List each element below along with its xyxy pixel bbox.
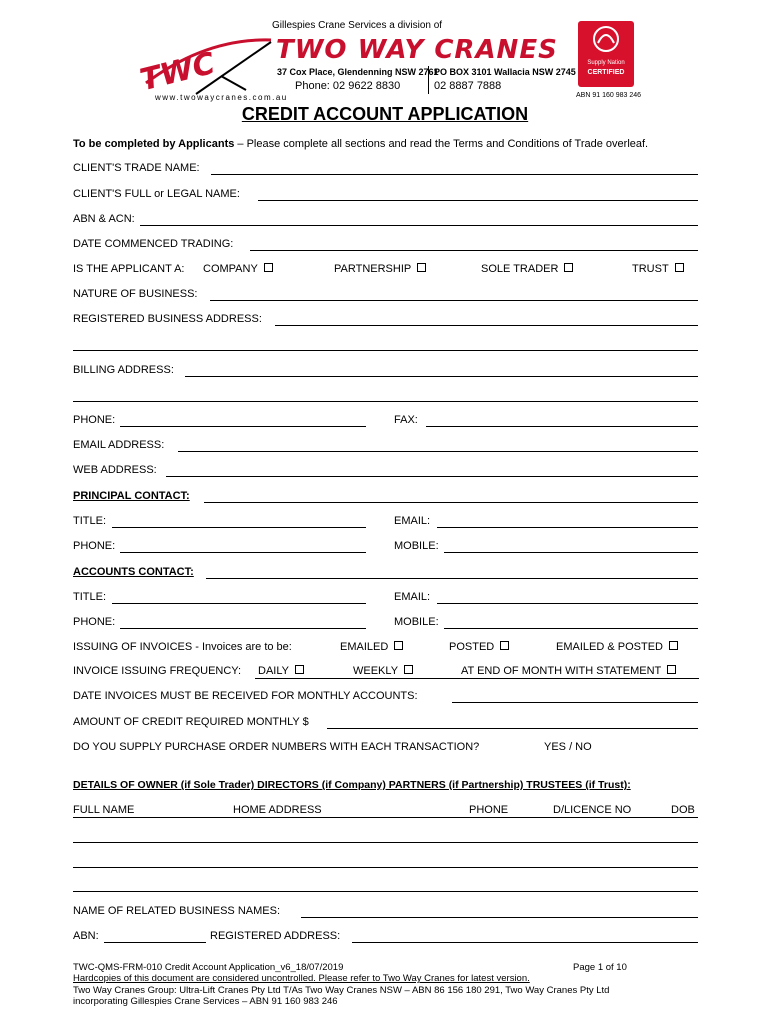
legal-name-label: CLIENT'S FULL or LEGAL NAME:	[73, 188, 240, 200]
related-reg-address-field[interactable]	[352, 942, 698, 943]
accounts-phone-label: PHONE:	[73, 616, 116, 628]
col-home-address: HOME ADDRESS	[233, 804, 322, 816]
billing-label: BILLING ADDRESS:	[73, 364, 174, 376]
company-checkbox[interactable]	[264, 263, 273, 272]
daily-checkbox[interactable]	[295, 665, 304, 674]
sole-trader-option[interactable]	[481, 263, 573, 275]
related-abn-label: ABN:	[73, 930, 99, 942]
related-reg-address-label: REGISTERED ADDRESS:	[210, 930, 341, 942]
accounts-contact-heading: ACCOUNTS CONTACT:	[73, 566, 194, 578]
issuing-invoices-label: ISSUING OF INVOICES - Invoices are to be:	[73, 641, 292, 653]
footer-page-number: Page 1 of 10	[573, 962, 627, 973]
sole-trader-checkbox[interactable]	[564, 263, 573, 272]
daily-option[interactable]	[258, 665, 304, 677]
trade-name-field[interactable]	[211, 174, 698, 175]
principal-contact-heading: PRINCIPAL CONTACT:	[73, 490, 190, 502]
street-address: 37 Cox Place, Glendenning NSW 2761	[277, 67, 439, 77]
accounts-email-field[interactable]	[437, 603, 698, 604]
principal-email-label: EMAIL:	[394, 515, 431, 527]
principal-mobile-field[interactable]	[444, 552, 698, 553]
billing-field[interactable]	[185, 376, 698, 377]
date-received-field[interactable]	[452, 702, 698, 703]
principal-phone-label: PHONE:	[73, 540, 116, 552]
posted-checkbox[interactable]	[500, 641, 509, 650]
twc-logo	[136, 28, 276, 98]
page-title: CREDIT ACCOUNT APPLICATION	[241, 104, 529, 124]
date-received-label: DATE INVOICES MUST BE RECEIVED FOR MONTHLY ACCOUNTS:	[73, 690, 418, 702]
posted-label: POSTED	[449, 641, 495, 653]
owners-heading: DETAILS OF OWNER (if Sole Trader) DIRECTORS (if Company) PARTNERS (if Partnership) TRUSTEES (if Trust):	[73, 779, 631, 791]
sole-trader-label: SOLE TRADER	[481, 263, 559, 275]
accounts-email-label: EMAIL:	[394, 591, 431, 603]
supply-nation-badge	[578, 21, 634, 87]
weekly-checkbox[interactable]	[404, 665, 413, 674]
nature-label: NATURE OF BUSINESS:	[73, 288, 198, 300]
twc-logo-text: TWC	[136, 45, 219, 98]
related-names-label: NAME OF RELATED BUSINESS NAMES:	[73, 905, 281, 917]
principal-email-field[interactable]	[437, 527, 698, 528]
header-phone: Phone: 02 9622 8830	[295, 80, 401, 92]
reg-address-field-2[interactable]	[73, 350, 698, 351]
footer-group: Two Way Cranes Group: Ultra-Lift Cranes Pty Ltd T/As Two Way Cranes NSW – ABN 86 156 180 291, Two Way Cranes Pty Ltd	[73, 985, 610, 996]
web-address-field[interactable]	[166, 476, 698, 477]
emailed-posted-label: EMAILED & POSTED	[556, 641, 663, 653]
end-month-checkbox[interactable]	[667, 665, 676, 674]
nature-field[interactable]	[210, 300, 698, 301]
emailed-label: EMAILED	[340, 641, 389, 653]
partnership-option[interactable]	[334, 263, 426, 275]
end-month-option[interactable]	[461, 665, 676, 677]
end-month-label: AT END OF MONTH WITH STATEMENT	[461, 665, 662, 677]
accounts-mobile-label: MOBILE:	[394, 616, 439, 628]
principal-title-field[interactable]	[112, 527, 366, 528]
company-option[interactable]	[203, 263, 273, 275]
email-address-label: EMAIL ADDRESS:	[73, 439, 165, 451]
fax-field[interactable]	[426, 426, 698, 427]
header-abn: ABN 91 160 983 246	[576, 92, 641, 99]
related-abn-field[interactable]	[104, 942, 206, 943]
email-address-field[interactable]	[178, 451, 698, 452]
daily-label: DAILY	[258, 665, 289, 677]
intro-bold: To be completed by Applicants	[73, 138, 235, 150]
phone-label: PHONE:	[73, 414, 116, 426]
abn-acn-field[interactable]	[140, 225, 698, 226]
credit-amount-field[interactable]	[327, 728, 698, 729]
company-label: COMPANY	[203, 263, 258, 275]
emailed-posted-checkbox[interactable]	[669, 641, 678, 650]
trust-label: TRUST	[632, 263, 669, 275]
postal-address: PO BOX 3101 Wallacia NSW 2745	[434, 67, 576, 77]
accounts-phone-field[interactable]	[120, 628, 366, 629]
date-commenced-field[interactable]	[250, 250, 698, 251]
intro-rest: – Please complete all sections and read the Terms and Conditions of Trade overleaf.	[234, 138, 649, 150]
footer-doc-id: TWC-QMS-FRM-010 Credit Account Application_v6_18/07/2019	[73, 962, 344, 973]
supply-nation-icon	[578, 21, 634, 57]
header-divider	[428, 66, 429, 94]
accounts-contact-field[interactable]	[206, 578, 698, 579]
principal-phone-field[interactable]	[120, 552, 366, 553]
emailed-option[interactable]	[340, 641, 403, 653]
intro-text	[73, 138, 648, 150]
frequency-underline	[255, 678, 699, 679]
frequency-label: INVOICE ISSUING FREQUENCY:	[73, 665, 242, 677]
division-text: Gillespies Crane Services a division of	[272, 20, 443, 31]
footer-uncontrolled: Hardcopies of this document are considered uncontrolled. Please refer to Two Way Cranes for latest version.	[73, 973, 530, 984]
trade-name-label: CLIENT'S TRADE NAME:	[73, 162, 200, 174]
legal-name-field[interactable]	[258, 200, 698, 201]
billing-field-2[interactable]	[73, 401, 698, 402]
reg-address-field[interactable]	[275, 325, 698, 326]
partnership-label: PARTNERSHIP	[334, 263, 412, 275]
accounts-title-label: TITLE:	[73, 591, 107, 603]
badge-line1: Supply Nation	[587, 60, 625, 66]
reg-address-label: REGISTERED BUSINESS ADDRESS:	[73, 313, 262, 325]
credit-amount-label: AMOUNT OF CREDIT REQUIRED MONTHLY $	[73, 716, 309, 728]
posted-option[interactable]	[449, 641, 509, 653]
trust-option[interactable]	[632, 263, 684, 275]
header-fax: 02 8887 7888	[434, 80, 502, 92]
web-address-label: WEB ADDRESS:	[73, 464, 157, 476]
weekly-option[interactable]	[353, 665, 413, 677]
abn-acn-label: ABN & ACN:	[73, 213, 135, 225]
principal-mobile-label: MOBILE:	[394, 540, 439, 552]
col-phone: PHONE	[469, 804, 509, 816]
owner-row-1[interactable]	[73, 842, 698, 843]
emailed-checkbox[interactable]	[394, 641, 403, 650]
partnership-checkbox[interactable]	[417, 263, 426, 272]
emailed-posted-option[interactable]	[556, 641, 678, 653]
accounts-mobile-field[interactable]	[444, 628, 698, 629]
weekly-label: WEEKLY	[353, 665, 399, 677]
date-commenced-label: DATE COMMENCED TRADING:	[73, 238, 234, 250]
website: www.twowaycranes.com.au	[155, 93, 288, 102]
col-licence: D/LICENCE NO	[553, 804, 632, 816]
fax-label: FAX:	[394, 414, 418, 426]
yes-no-option[interactable]: YES / NO	[544, 741, 592, 753]
principal-title-label: TITLE:	[73, 515, 107, 527]
badge-line2: CERTIFIED	[587, 69, 625, 76]
brand-name: TWO WAY CRANES	[276, 35, 558, 65]
col-full-name: FULL NAME	[73, 804, 135, 816]
applicant-type-label: IS THE APPLICANT A:	[73, 263, 185, 275]
owner-row-3[interactable]	[73, 891, 698, 892]
trust-checkbox[interactable]	[675, 263, 684, 272]
owner-row-2[interactable]	[73, 867, 698, 868]
owners-header-underline	[73, 817, 698, 818]
col-dob: DOB	[671, 804, 695, 816]
po-question-label: DO YOU SUPPLY PURCHASE ORDER NUMBERS WITH EACH TRANSACTION?	[73, 741, 480, 753]
phone-field[interactable]	[120, 426, 366, 427]
principal-contact-field[interactable]	[204, 502, 698, 503]
accounts-title-field[interactable]	[112, 603, 366, 604]
footer-incorporating: incorporating Gillespies Crane Services – ABN 91 160 983 246	[73, 996, 338, 1007]
related-names-field[interactable]	[301, 917, 698, 918]
